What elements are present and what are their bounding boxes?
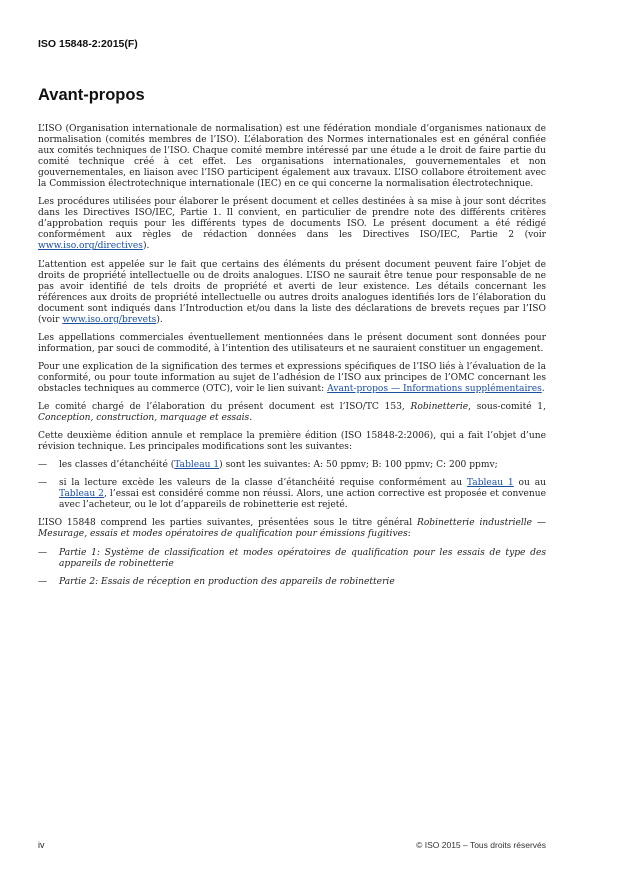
paragraph-parts: L’ISO 15848 comprend les parties suivantes, présentées sous le titre général Robinetterie industrielle — Mesurage, essais et modes opératoires de qualification pour émissions fugitives: <box>38 518 547 540</box>
part-list-item <box>38 577 546 588</box>
paragraph-committee: Le comité chargé de l’élaboration du présent document est l’ISO/TC 153, Robinetterie, sous-comité 1, Conception, construction, marquage et essais. <box>38 402 546 424</box>
copyright-notice: © ISO 2015 – Tous droits réservés <box>416 840 546 850</box>
list-dash: — <box>38 460 48 471</box>
list-dash: — <box>38 547 48 558</box>
part-2-title: Partie 2: Essais de réception en production des appareils de robinetterie <box>59 576 395 587</box>
paragraph-procedures: Les procédures utilisées pour élaborer le présent document et celles destinées à sa mise à jour sont décrites dans les Directives ISO/IEC, Partie 1. Il convient, en particulier de prendre note des différents critères d’approbation requis pour les différents types de documents ISO. Le présent document a été rédigé conformément aux règles de rédaction données dans les Directives ISO/IEC, Partie 2 (voir www.iso.org/directives). <box>38 197 546 252</box>
paragraph-conformity: Pour une explication de la signification des termes et expressions spécifiques de l’ISO liés à l’évaluation de la conformité, ou pour toute information au sujet de l’adhésion de l’ISO aux principes de l’OMC concernant les obstacles techniques au commerce (OTC), voir le lien suivant: Avant-propos — Informations supplémentaires. <box>38 361 546 394</box>
paragraph-trade-names: Les appellations commerciales éventuellement mentionnées dans le présent document sont données pour information, par souci de commodité, à l’intention des utilisateurs et ne sauraient constituer un engagement. <box>38 332 546 354</box>
supplementary-info-link[interactable]: Avant-propos — Informations supplémentaires <box>327 383 542 394</box>
list-item: — les classes d’étanchéité (Tableau 1) sont les suivantes: A: 50 ppmv; B: 100 ppmv; C: 200 ppmv; <box>38 460 498 471</box>
patents-link[interactable]: www.iso.org/brevets <box>62 314 157 325</box>
paragraph-patents: L’attention est appelée sur le fait que certains des éléments du présent document peuvent faire l’objet de droits de propriété intellectuelle ou de droits analogues. L’ISO ne saurait être tenue pour responsable de ne pas avoir identifié de tels droits de propriété et averti de leur existence. Les détails concernant les références aux droits de propriété intellectuelle ou autres droits analogues identifiés lors de l’élaboration du document sont indiqués dans l’Introduction et/ou dans la liste des déclarations de brevets reçues par l’ISO (voir www.iso.org/brevets). <box>38 259 546 325</box>
directives-link[interactable]: www.iso.org/directives <box>38 241 143 252</box>
list-dash: — <box>38 478 48 489</box>
paragraph-iso-intro: L’ISO (Organisation internationale de normalisation) est une fédération mondiale d’organismes nationaux de normalisation (comités membres de l’ISO). L’élaboration des Normes internationales est en général confiée aux comités techniques de l’ISO. Chaque comité membre intéressé par une étude a le droit de faire partie du comité technique créé à cet effet. Les organisations internationales, gouvernementales et non gouvernementales, en liaison avec l’ISO participent également aux travaux. L’ISO collabore étroitement avec la Commission électrotechnique internationale (IEC) en ce qui concerne la normalisation électrotechnique. <box>38 124 546 190</box>
table1-link[interactable]: Tableau 1 <box>174 460 220 471</box>
part-list-item <box>38 548 546 570</box>
table2-link[interactable]: Tableau 2 <box>59 489 104 500</box>
page-number: iv <box>38 840 45 850</box>
list-dash: — <box>38 576 48 587</box>
list-item: — si la lecture excède les valeurs de la classe d’étanchéité requise conformément au Tableau 1 ou au Tableau 2, l’essai est considéré comme non réussi. Alors, une action corrective est proposée et convenue avec l’acheteur, ou le lot d’appareils de robinetterie est rejeté. <box>38 478 546 511</box>
part-1-title: Partie 1: Système de classification et modes opératoires de qualification pour les essais de type des appareils de robinetterie <box>59 547 546 569</box>
foreword-body <box>38 124 546 595</box>
paragraph-edition: Cette deuxième édition annule et remplace la première édition (ISO 15848-2:2006), qui a fait l’objet d’une révision technique. Les principales modifications sont les suivantes: <box>38 431 546 453</box>
section-title: Avant-propos <box>38 86 145 104</box>
table1-link[interactable]: Tableau 1 <box>466 478 514 489</box>
document-id: ISO 15848-2:2015(F) <box>38 38 138 50</box>
